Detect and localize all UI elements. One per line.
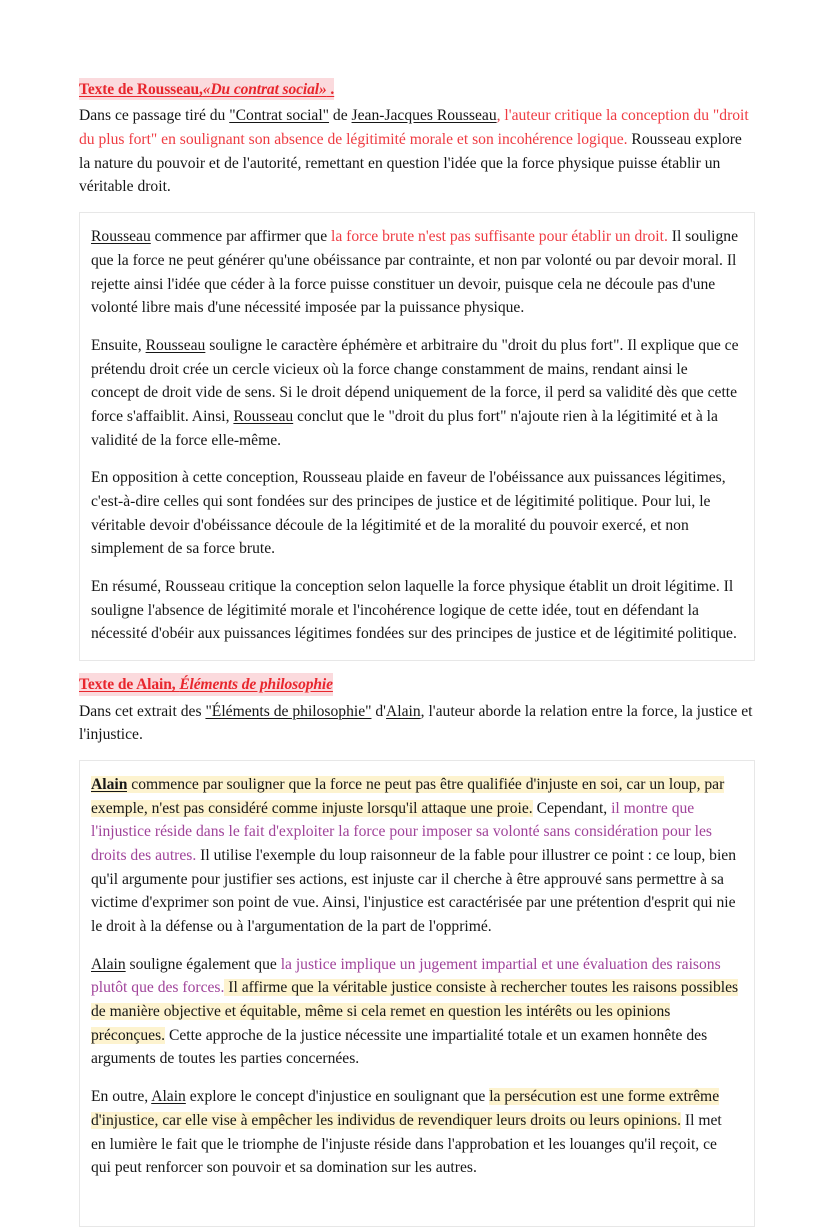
intro-highlighted-red-1: , l'auteur critique la conception du "droit du plus fort" en soulignant son absence de légitimité morale et son incohérence logique. [79,107,749,149]
intro-link-contrat-social: "Contrat social" [229,107,330,125]
heading-rousseau-plain: Texte de Rousseau, [79,81,203,98]
rousseau-intro-paragraph [79,104,755,199]
intro-text-2: de [329,107,352,125]
p2-text-1: Ensuite, [91,336,146,354]
ap2-purple-claim: la justice implique un jugement impartial et une évaluation des raisons plutôt que des forces. [91,955,721,997]
intro-link-jean-jacques-rousseau: Jean-Jacques Rousseau [351,107,497,125]
p1-text-2: Il souligne que la force ne peut générer qu'une obéissance par contrainte, et non par volonté ou par devoir moral. Il rejette ainsi l'idée que céder à la force puisse constituer un devoir, puisque cela ne découle pas d'une volonté libre mais d'une nécessité imposée par la puissance physique. [91,228,739,317]
heading-alain-plain: Texte de Alain, [79,676,180,694]
ap3-text-1: En outre, [91,1088,152,1106]
p1-text-1: commence par affirmer que [150,228,332,246]
heading-rousseau-title-italic: «Du contrat social» [202,81,327,98]
heading-texte-de-alain [79,673,333,695]
alain-paragraph-3 [91,1085,740,1180]
p2-text-3: conclut que le "droit du plus fort" n'ajoute rien à la légitimité et à la validité de la force elle-même. [91,407,718,449]
alain-intro-text-3: , l'auteur aborde la relation entre la force, la justice et l'injustice. [79,702,753,744]
ap1-text-2: Il utilise l'exemple du loup raisonneur de la fable pour illustrer ce point : ce loup, bien qu'il argumente pour justifier ses actions, est injuste car il cherche à être approuvé sans permettre à sa victime d'exprimer son point de vue. Ainsi, l'injustice est caractérisée par une prétention d'esprit qui nie le droit à la défense ou à l'argumentation de la part de l'opprimé. [91,846,737,935]
rousseau-paragraph-3: En opposition à cette conception, Rousseau plaide en faveur de l'obéissance aux puissances légitimes, c'est-à-dire celles qui sont fondées sur des principes de justice et de légitimité politique. Pour lui, le véritable devoir d'obéissance découle de la légitimité et de la moralité du pouvoir exercé, et non simplement de sa force brute. [91,469,726,558]
rousseau-paragraph-4: En résumé, Rousseau critique la conception selon laquelle la force physique établit un droit légitime. Il souligne l'absence de légitimité morale et l'incohérence logique de cette idée, tout en défendant la nécessité d'obéir aux puissances légitimes fondées sur des principes de justice et de légitimité politique. [91,578,737,643]
ap1-text-1: Cependant, [532,799,612,817]
heading-rousseau-trailing: . [326,81,335,98]
p1-red-claim: la force brute n'est pas suffisante pour établir un droit. [331,228,668,246]
p1-name-rousseau: Rousseau [91,228,151,246]
rousseau-content-box [79,212,755,661]
alain-paragraph-2 [91,953,740,1071]
ap3-text-3: Il met en lumière le fait que le triomphe de l'injuste réside dans l'approbation et les louanges qu'il reçoit, ce qui peut renforcer son pouvoir et sa domination sur les autres. [91,1111,722,1177]
ap2-name-alain: Alain [91,955,126,973]
alain-intro-link-alain: Alain [386,702,421,720]
alain-intro-link-elements-de-philosophie: "Éléments de philosophie" [205,702,372,720]
ap1-highlight-1: commence par souligner que la force ne peut pas être qualifiée d'injuste en soi, car un loup, par exemple, n'est pas considéré comme injuste lorsqu'il attaque une proie. [91,775,725,817]
heading-texte-de-rousseau [79,78,334,100]
ap2-text-1: souligne également que [125,955,281,973]
p2-name-rousseau-1: Rousseau [145,336,206,354]
ap1-name-alain: Alain [91,775,128,793]
rousseau-paragraph-1 [91,225,740,320]
alain-intro-text-2: d' [371,702,386,720]
alain-intro-text-1: Dans cet extrait des [79,702,206,720]
alain-content-box [79,760,755,1227]
p2-name-rousseau-2: Rousseau [233,407,294,425]
intro-text-3: Rousseau explore la nature du pouvoir et de l'autorité, remettant en question l'idée que la force physique puisse établir un véritable droit. [79,131,742,196]
ap1-purple-claim: il montre que l'injustice réside dans le fait d'exploiter la force pour imposer sa volonté sans considération pour les droits des autres. [91,799,712,864]
ap3-highlight-1: la persécution est une forme extrême d'injustice, car elle vise à empêcher les individus de revendiquer leurs droits ou leurs opinions. [91,1088,720,1129]
section-alain-heading-wrap [79,673,755,699]
ap3-name-alain: Alain [151,1088,186,1106]
section-gap [79,661,755,673]
heading-alain-title-italic: Éléments de philosophie [179,676,333,694]
section-rousseau-heading-wrap [79,78,755,104]
ap2-highlight-1: Il affirme que la véritable justice consiste à rechercher toutes les raisons possibles de manière objective et équitable, même si cela remet en question les intérêts ou les opinions préconçues. [91,979,739,1044]
alain-intro-paragraph [79,700,755,747]
intro-text-1: Dans ce passage tiré du [79,107,230,125]
rousseau-paragraph-2 [91,334,740,452]
ap3-text-2: explore le concept d'injustice en soulignant que [185,1088,490,1106]
ap2-text-2: Cette approche de la justice nécessite une impartialité totale et un examen honnête des arguments de toutes les parties concernées. [91,1026,708,1068]
alain-paragraph-1 [91,773,740,939]
p2-text-2: souligne le caractère éphémère et arbitraire du "droit du plus fort". Il explique que ce prétendu droit crée un cercle vicieux où la force change constamment de mains, rendant ainsi le concept de droit vide de sens. Si le droit dépend uniquement de la force, il perd sa validité dès que cette force s'affaiblit. Ainsi, [91,336,739,425]
